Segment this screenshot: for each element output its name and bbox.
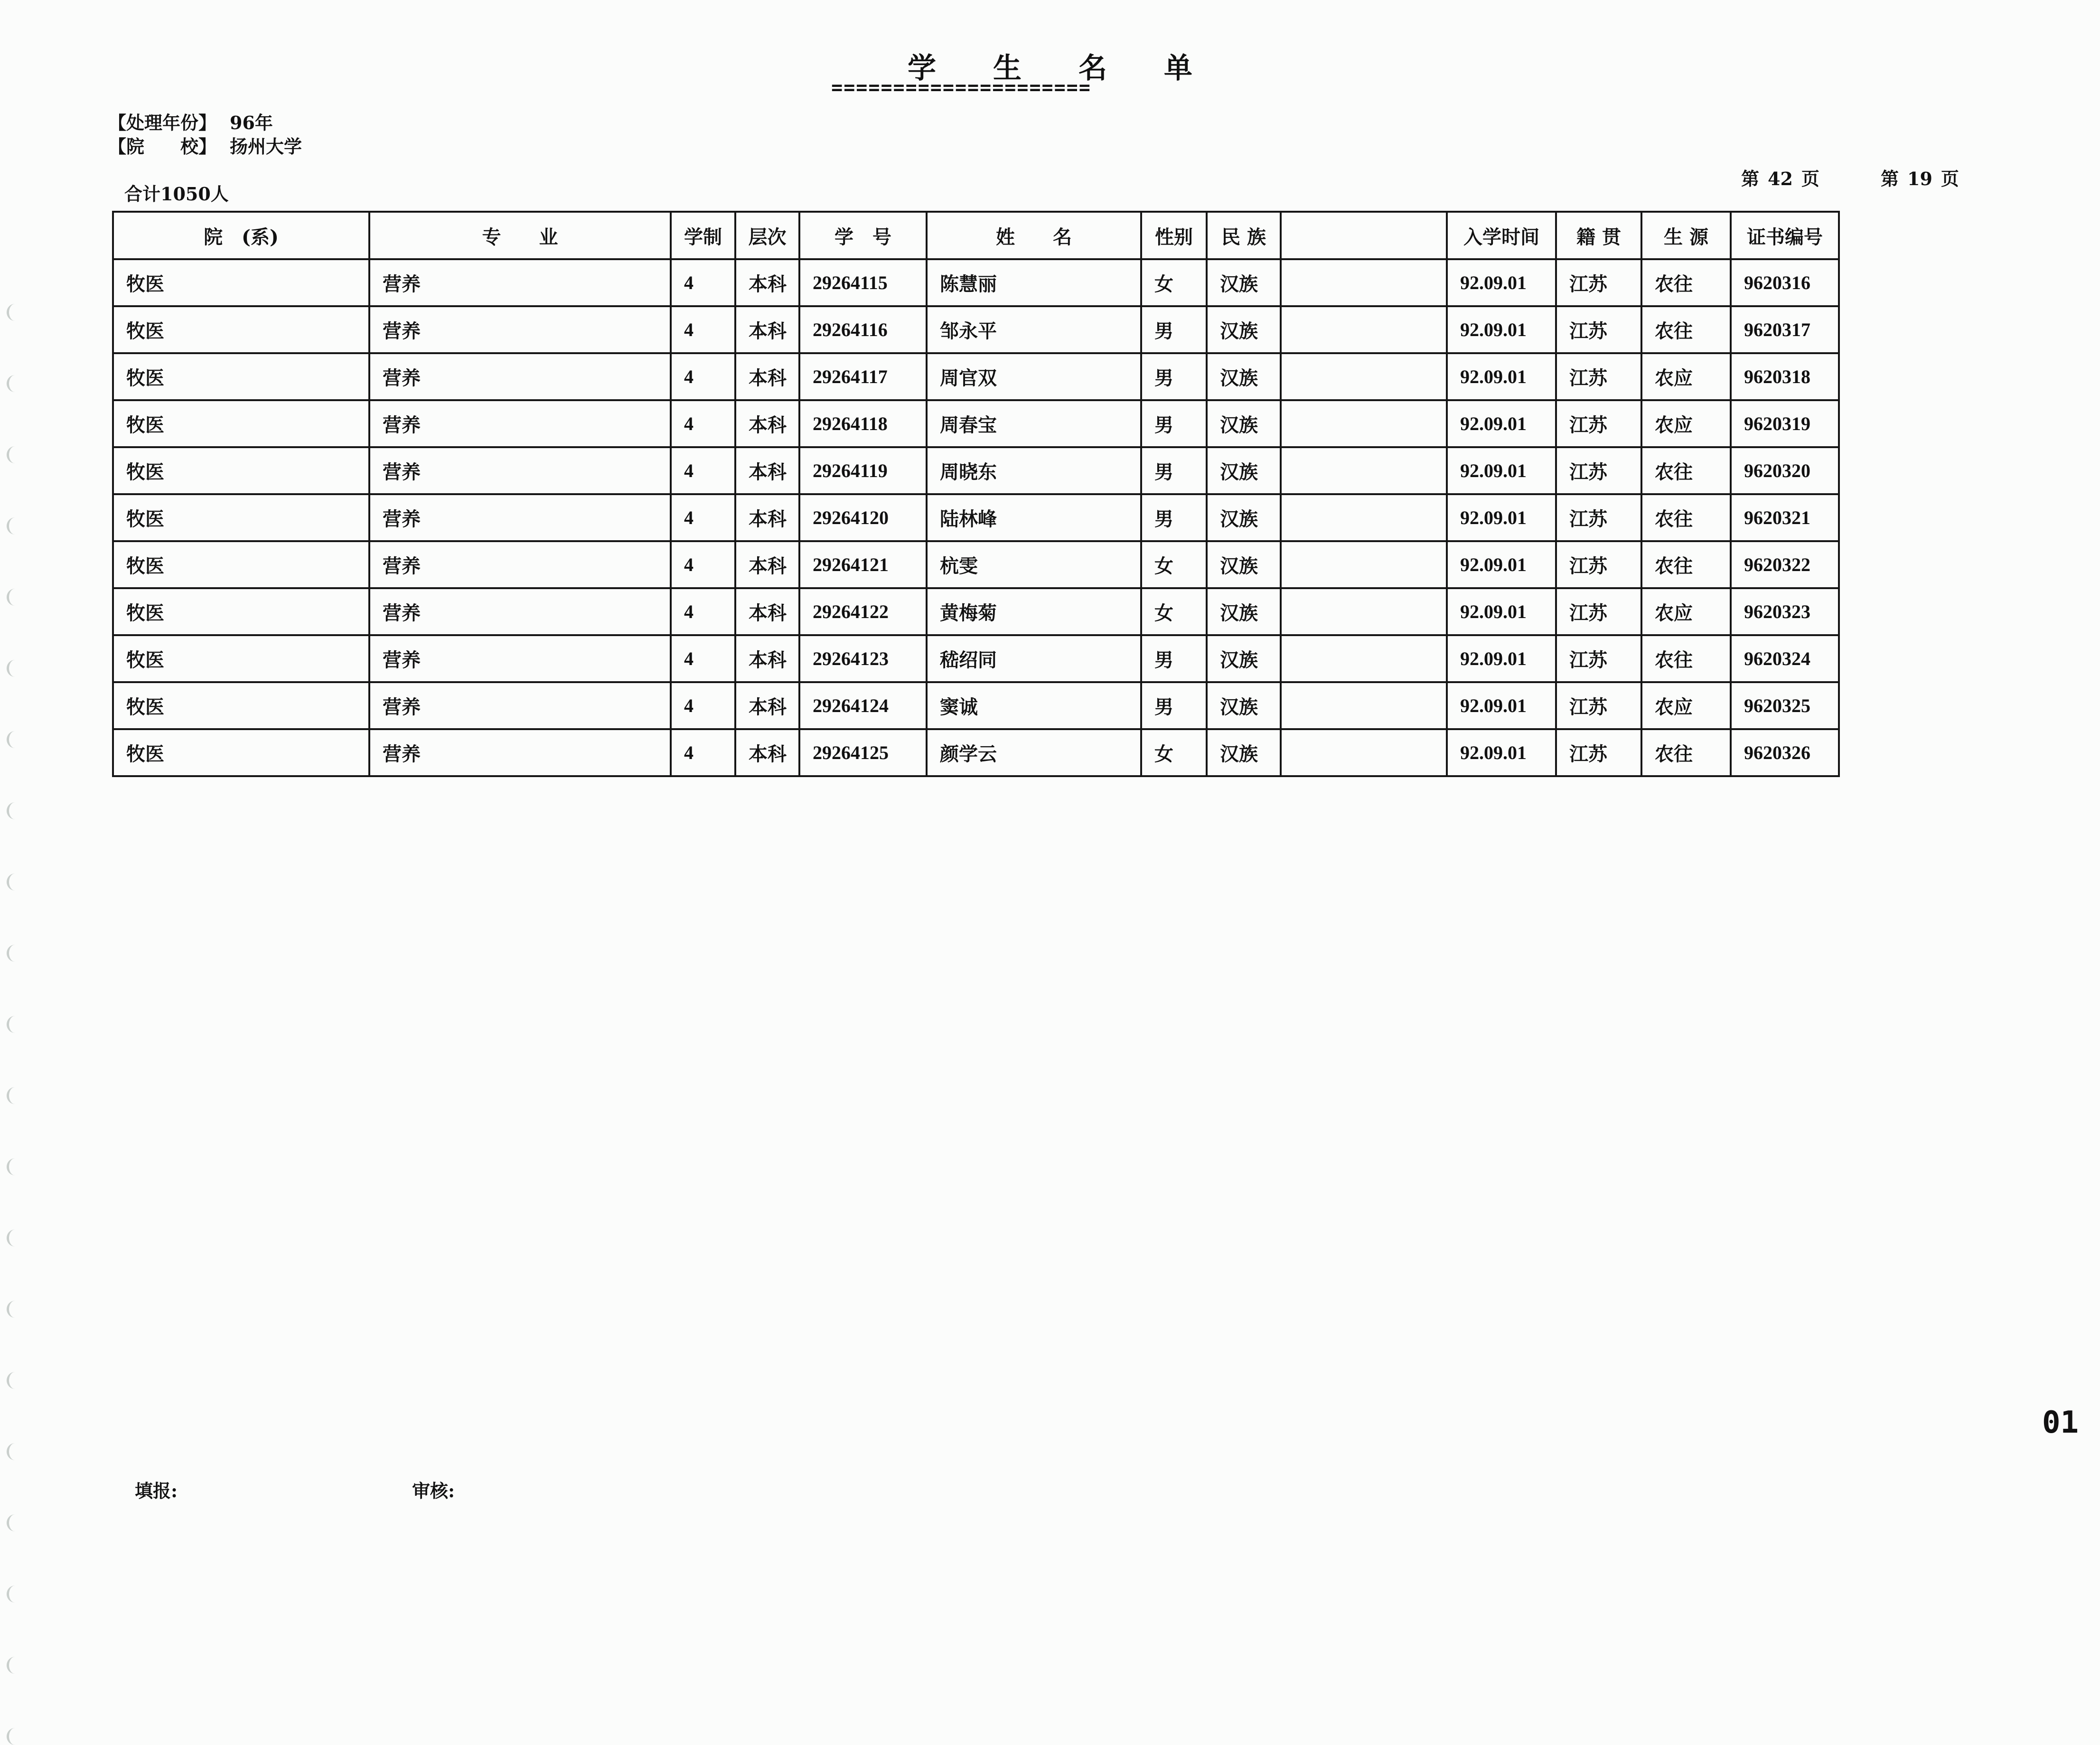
table-row [113, 729, 1839, 776]
cell-department: 牧医 [113, 494, 369, 541]
cell-certificate-no: 9620318 [1731, 353, 1839, 400]
cell-ethnicity: 汉族 [1207, 541, 1281, 588]
cell-ethnicity: 汉族 [1207, 259, 1281, 306]
cell-source: 农往 [1641, 635, 1731, 682]
cell-native-place: 江苏 [1556, 541, 1641, 588]
table-row [113, 400, 1839, 447]
table-row [113, 494, 1839, 541]
cell-certificate-no: 9620320 [1731, 447, 1839, 494]
cell-student-id: 29264119 [799, 447, 927, 494]
cell-duration: 4 [671, 353, 735, 400]
cell-native-place: 江苏 [1556, 494, 1641, 541]
blank-gap [1281, 588, 1447, 635]
cell-enrollment-date: 92.09.01 [1447, 635, 1556, 682]
feed-hole [7, 446, 23, 463]
header-enrollment-date: 入学时间 [1447, 212, 1556, 259]
cell-gender: 男 [1141, 400, 1207, 447]
cell-duration: 4 [671, 400, 735, 447]
cell-gender: 男 [1141, 494, 1207, 541]
blank-gap [1281, 400, 1447, 447]
header-student-id: 学 号 [799, 212, 927, 259]
cell-certificate-no: 9620322 [1731, 541, 1839, 588]
cell-source: 农往 [1641, 259, 1731, 306]
cell-student-id: 29264115 [799, 259, 927, 306]
cell-enrollment-date: 92.09.01 [1447, 353, 1556, 400]
feed-hole [7, 1372, 23, 1389]
header-certificate-no: 证书编号 [1731, 212, 1839, 259]
cell-level: 本科 [735, 306, 799, 353]
cell-native-place: 江苏 [1556, 447, 1641, 494]
header-source: 生 源 [1641, 212, 1731, 259]
cell-duration: 4 [671, 306, 735, 353]
cell-name: 黄梅菊 [927, 588, 1141, 635]
feed-hole [7, 873, 23, 891]
school-label: 【院 校】 [108, 136, 217, 157]
cell-enrollment-date: 92.09.01 [1447, 400, 1556, 447]
cell-native-place: 江苏 [1556, 400, 1641, 447]
cell-ethnicity: 汉族 [1207, 682, 1281, 729]
cell-name: 周春宝 [927, 400, 1141, 447]
cell-major: 营养 [369, 682, 671, 729]
feed-hole [7, 1158, 23, 1175]
cell-level: 本科 [735, 353, 799, 400]
cell-source: 农往 [1641, 447, 1731, 494]
header-name: 姓 名 [927, 212, 1141, 259]
cell-gender: 女 [1141, 729, 1207, 776]
table-row [113, 541, 1839, 588]
cell-source: 农应 [1641, 682, 1731, 729]
header-ethnicity: 民 族 [1207, 212, 1281, 259]
cell-major: 营养 [369, 494, 671, 541]
cell-duration: 4 [671, 541, 735, 588]
feed-hole [7, 1229, 23, 1247]
cell-gender: 男 [1141, 306, 1207, 353]
header-department: 院 (系) [113, 212, 369, 259]
cell-duration: 4 [671, 729, 735, 776]
cell-major: 营养 [369, 259, 671, 306]
cell-enrollment-date: 92.09.01 [1447, 494, 1556, 541]
feed-hole [7, 1443, 23, 1460]
review-label: 审核: [412, 1480, 455, 1501]
header-level: 层次 [735, 212, 799, 259]
cell-department: 牧医 [113, 635, 369, 682]
blank-gap [1281, 447, 1447, 494]
student-table [112, 211, 1840, 777]
page-number-right: 第 19 页 [1881, 168, 1959, 189]
cell-major: 营养 [369, 729, 671, 776]
cell-level: 本科 [735, 259, 799, 306]
cell-native-place: 江苏 [1556, 682, 1641, 729]
cell-native-place: 江苏 [1556, 353, 1641, 400]
cell-name: 周官双 [927, 353, 1141, 400]
cell-major: 营养 [369, 447, 671, 494]
blank-gap [1281, 212, 1447, 259]
blank-gap [1281, 306, 1447, 353]
feed-hole [7, 1728, 23, 1745]
cell-level: 本科 [735, 588, 799, 635]
feed-hole [7, 1301, 23, 1318]
year-label: 【处理年份】 [108, 112, 217, 133]
table-row [113, 259, 1839, 306]
cell-department: 牧医 [113, 447, 369, 494]
cell-department: 牧医 [113, 682, 369, 729]
cell-major: 营养 [369, 353, 671, 400]
table-header-row [113, 212, 1839, 259]
cell-name: 杭雯 [927, 541, 1141, 588]
cell-level: 本科 [735, 635, 799, 682]
feed-hole [7, 660, 23, 677]
cell-department: 牧医 [113, 306, 369, 353]
cell-enrollment-date: 92.09.01 [1447, 259, 1556, 306]
cell-certificate-no: 9620324 [1731, 635, 1839, 682]
feed-hole [7, 304, 23, 321]
cell-source: 农应 [1641, 353, 1731, 400]
feed-hole [7, 375, 23, 392]
cell-name: 颜学云 [927, 729, 1141, 776]
feed-hole [7, 517, 23, 535]
feed-hole [7, 589, 23, 606]
cell-ethnicity: 汉族 [1207, 635, 1281, 682]
cell-ethnicity: 汉族 [1207, 588, 1281, 635]
cell-student-id: 29264123 [799, 635, 927, 682]
header-major: 专 业 [369, 212, 671, 259]
school-value: 扬州大学 [230, 136, 302, 157]
cell-source: 农往 [1641, 494, 1731, 541]
cell-certificate-no: 9620323 [1731, 588, 1839, 635]
cell-enrollment-date: 92.09.01 [1447, 541, 1556, 588]
cell-enrollment-date: 92.09.01 [1447, 447, 1556, 494]
document-title: 学生名单 [908, 52, 1249, 85]
cell-name: 邹永平 [927, 306, 1141, 353]
table-row [113, 306, 1839, 353]
table-row [113, 353, 1839, 400]
cell-student-id: 29264120 [799, 494, 927, 541]
cell-name: 陈慧丽 [927, 259, 1141, 306]
cell-student-id: 29264116 [799, 306, 927, 353]
cell-major: 营养 [369, 306, 671, 353]
cell-certificate-no: 9620321 [1731, 494, 1839, 541]
cell-major: 营养 [369, 400, 671, 447]
cell-department: 牧医 [113, 541, 369, 588]
cell-department: 牧医 [113, 259, 369, 306]
feed-hole [7, 1657, 23, 1674]
cell-level: 本科 [735, 541, 799, 588]
cell-source: 农往 [1641, 306, 1731, 353]
cell-enrollment-date: 92.09.01 [1447, 729, 1556, 776]
cell-department: 牧医 [113, 588, 369, 635]
cell-certificate-no: 9620319 [1731, 400, 1839, 447]
cell-source: 农往 [1641, 729, 1731, 776]
cell-ethnicity: 汉族 [1207, 353, 1281, 400]
margin-number: 01 [2042, 1405, 2079, 1440]
cell-student-id: 29264124 [799, 682, 927, 729]
cell-level: 本科 [735, 682, 799, 729]
cell-student-id: 29264121 [799, 541, 927, 588]
cell-gender: 男 [1141, 447, 1207, 494]
cell-duration: 4 [671, 259, 735, 306]
cell-level: 本科 [735, 447, 799, 494]
cell-native-place: 江苏 [1556, 306, 1641, 353]
cell-enrollment-date: 92.09.01 [1447, 682, 1556, 729]
table-row [113, 447, 1839, 494]
cell-native-place: 江苏 [1556, 729, 1641, 776]
cell-source: 农往 [1641, 541, 1731, 588]
blank-gap [1281, 541, 1447, 588]
cell-duration: 4 [671, 635, 735, 682]
feed-hole [7, 945, 23, 962]
total-count: 合计1050人 [124, 183, 229, 205]
cell-name: 周晓东 [927, 447, 1141, 494]
blank-gap [1281, 353, 1447, 400]
cell-student-id: 29264122 [799, 588, 927, 635]
cell-ethnicity: 汉族 [1207, 494, 1281, 541]
cell-ethnicity: 汉族 [1207, 447, 1281, 494]
cell-department: 牧医 [113, 729, 369, 776]
cell-major: 营养 [369, 541, 671, 588]
blank-gap [1281, 682, 1447, 729]
cell-name: 陆林峰 [927, 494, 1141, 541]
cell-name: 窦诚 [927, 682, 1141, 729]
table-row [113, 588, 1839, 635]
cell-gender: 男 [1141, 635, 1207, 682]
title-underline: ===================== [831, 81, 1091, 95]
cell-student-id: 29264125 [799, 729, 927, 776]
cell-native-place: 江苏 [1556, 635, 1641, 682]
cell-native-place: 江苏 [1556, 588, 1641, 635]
header-gender: 性别 [1141, 212, 1207, 259]
cell-duration: 4 [671, 447, 735, 494]
cell-gender: 女 [1141, 541, 1207, 588]
cell-certificate-no: 9620325 [1731, 682, 1839, 729]
blank-gap [1281, 259, 1447, 306]
cell-ethnicity: 汉族 [1207, 400, 1281, 447]
cell-level: 本科 [735, 729, 799, 776]
cell-level: 本科 [735, 400, 799, 447]
blank-gap [1281, 494, 1447, 541]
cell-certificate-no: 9620316 [1731, 259, 1839, 306]
feed-hole [7, 1087, 23, 1104]
cell-gender: 女 [1141, 588, 1207, 635]
table-row [113, 635, 1839, 682]
page-number-left: 第 42 页 [1741, 168, 1819, 189]
cell-level: 本科 [735, 494, 799, 541]
cell-duration: 4 [671, 494, 735, 541]
blank-gap [1281, 635, 1447, 682]
cell-gender: 男 [1141, 353, 1207, 400]
blank-gap [1281, 729, 1447, 776]
cell-enrollment-date: 92.09.01 [1447, 306, 1556, 353]
header-native-place: 籍 贯 [1556, 212, 1641, 259]
cell-department: 牧医 [113, 353, 369, 400]
cell-source: 农应 [1641, 588, 1731, 635]
fill-label: 填报: [135, 1480, 178, 1501]
cell-student-id: 29264117 [799, 353, 927, 400]
feed-hole [7, 802, 23, 819]
cell-enrollment-date: 92.09.01 [1447, 588, 1556, 635]
cell-ethnicity: 汉族 [1207, 306, 1281, 353]
cell-major: 营养 [369, 588, 671, 635]
feed-hole [7, 1016, 23, 1033]
cell-source: 农应 [1641, 400, 1731, 447]
cell-name: 嵇绍同 [927, 635, 1141, 682]
cell-duration: 4 [671, 682, 735, 729]
cell-duration: 4 [671, 588, 735, 635]
feed-hole [7, 731, 23, 748]
year-value: 96年 [230, 112, 273, 133]
cell-major: 营养 [369, 635, 671, 682]
cell-certificate-no: 9620317 [1731, 306, 1839, 353]
header-duration: 学制 [671, 212, 735, 259]
year-line [108, 108, 273, 134]
school-line [108, 132, 302, 158]
table-row [113, 682, 1839, 729]
cell-certificate-no: 9620326 [1731, 729, 1839, 776]
cell-gender: 男 [1141, 682, 1207, 729]
feed-hole [7, 1514, 23, 1531]
cell-student-id: 29264118 [799, 400, 927, 447]
cell-ethnicity: 汉族 [1207, 729, 1281, 776]
cell-department: 牧医 [113, 400, 369, 447]
cell-native-place: 江苏 [1556, 259, 1641, 306]
feed-hole [7, 1586, 23, 1603]
cell-gender: 女 [1141, 259, 1207, 306]
